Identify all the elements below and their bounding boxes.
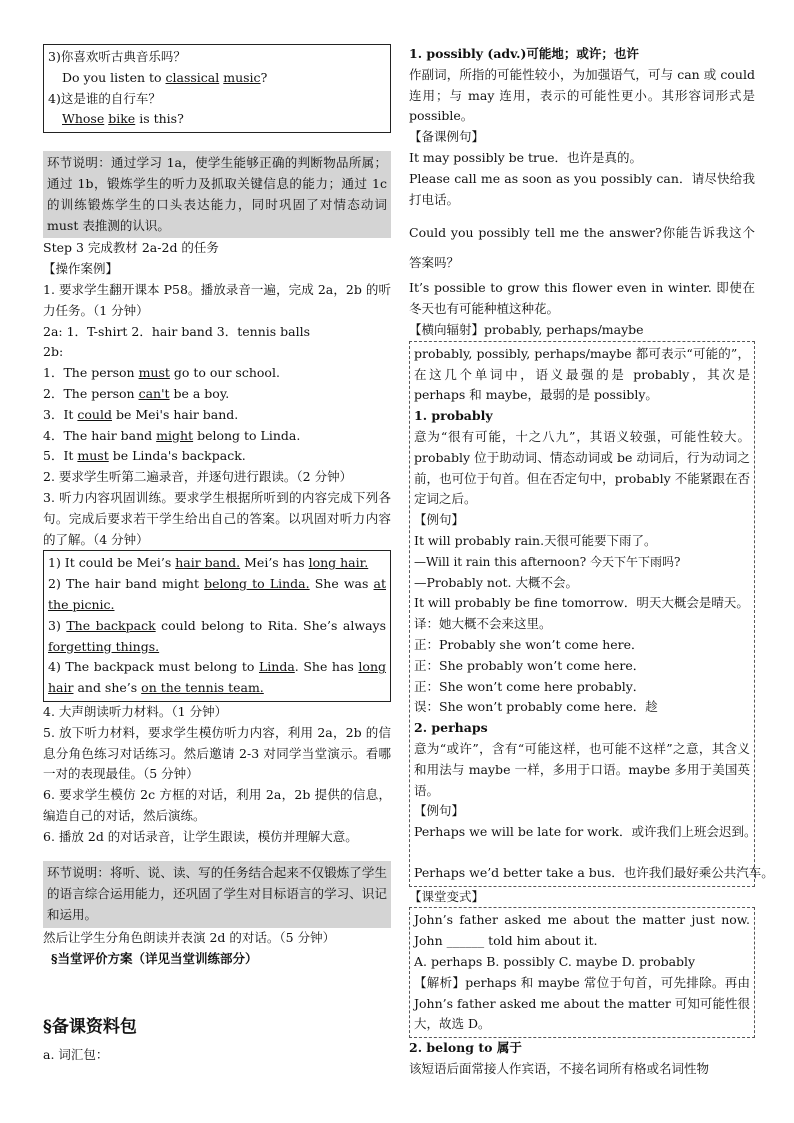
perhaps-explanation: 意为“或许”，含有“可能这样，也可能不这样”之意，其含义和用法与 maybe 一样，多用于口语。maybe 多用于美国英语。 bbox=[414, 740, 750, 798]
example-heading: 【例句】 bbox=[414, 803, 465, 819]
answers-2b-label: 2b: bbox=[43, 344, 64, 360]
listening-sentence-3: 3) The backpack could belong to Rita. She’s always forgetting things. bbox=[48, 617, 386, 654]
example-sentence: Could you possibly tell me the answer?你能告诉我这个答案吗？ bbox=[409, 225, 755, 271]
example-heading: 【备课例句】 bbox=[409, 129, 485, 145]
exercise-question: John’s father asked me about the matter just now. John ______ told him about it. bbox=[414, 912, 750, 949]
example-sentence: Perhaps we will be late for work．或许我们上班会迟到。 bbox=[414, 824, 757, 840]
answer-2b-line: 4．The hair band might belong to Linda. bbox=[43, 427, 301, 443]
answer-blank: ______ bbox=[446, 933, 485, 949]
listening-sentence-2: 2) The hair band might belong to Linda. She was at the picnic. bbox=[48, 576, 387, 612]
instruction-4: 4. 大声朗读听力材料。（1 分钟） bbox=[43, 703, 228, 719]
example-sentence: 译：她大概不会来这里。 bbox=[414, 616, 552, 632]
probably-heading: 1. probably bbox=[414, 408, 493, 424]
question-3-english: Do you listen to classical music? bbox=[62, 69, 268, 85]
role-play-instruction: 然后让学生分角色朗读并表演 2d 的对话。（5 分钟） bbox=[43, 929, 336, 945]
instruction-3: 3. 听力内容巩固训练。要求学生根据所听到的内容完成下列各句。完成后要求若干学生给出自己的答案。以巩固对听力内容的了解。（4 分钟） bbox=[43, 489, 391, 547]
example-sentence: It’s possible to grow this flower even in winter. 即使在冬天也有可能种植这种花。 bbox=[409, 280, 755, 317]
belong-to-explanation: 该短语后面常接人作宾语，不接名词所有格或名词性物 bbox=[409, 1061, 710, 1077]
perhaps-heading: 2. perhaps bbox=[414, 720, 488, 736]
listening-answers-box bbox=[43, 550, 391, 702]
example-sentence: Perhaps we’d better take a bus．也许我们最好乘公共汽车。 bbox=[414, 864, 774, 880]
instruction-2: 2. 要求学生听第二遍录音，并逐句进行跟读。（2 分钟） bbox=[43, 469, 353, 485]
example-sentence: It may possibly be true．也许是真的。 bbox=[409, 149, 642, 165]
probably-explanation: 意为“很有可能，十之八九”，其语义较强，可能性较大。probably 位于助动词、情态动词或 be 动词后，行为动词之前，也可位于句首。但在否定句中，probably 不能紧跟在否定词之后。 bbox=[414, 428, 750, 507]
section-note-1: 环节说明：通过学习 1a，使学生能够正确的判断物品所属；通过 1b，锻炼学生的听力及抓取关键信息的能力；通过 1c 的训练锻炼学生的口头表达能力，同时巩固了对情态动词 must 表推测的认识。 bbox=[43, 151, 391, 238]
instruction-6a: 6. 要求学生模仿 2c 方框的对话，利用 2a，2b 提供的信息，编造自己的对话，然后演练。 bbox=[43, 787, 391, 823]
answer-2b-line: 1．The person must go to our school. bbox=[43, 365, 280, 381]
listening-sentence-1: 1) It could be Mei’s hair band. Mei’s has long hair. bbox=[48, 555, 369, 571]
example-sentence: 正：Probably she won’t come here． bbox=[414, 636, 644, 652]
example-sentence: 误：She won’t probably come here．趁 bbox=[414, 699, 658, 715]
example-sentence: 正：She won’t come here probably． bbox=[414, 678, 646, 694]
question-4: 4)这是谁的自行车？ bbox=[48, 90, 161, 106]
instruction-6b: 6. 播放 2d 的对话录音，让学生跟读，模仿并理解大意。 bbox=[43, 828, 358, 844]
example-sentence: It will probably be fine tomorrow．明天大概会是晴天。 bbox=[414, 595, 749, 611]
comparison-intro: probably, possibly, perhaps/maybe 都可表示“可能的”，在这几个单词中，语义最强的是 probably，其次是 perhaps 和 maybe，最弱的是 possibly。 bbox=[414, 345, 750, 403]
answers-2a: 2a: 1．T-shirt 2．hair band 3．tennis balls bbox=[43, 323, 311, 339]
example-sentence: —Probably not. 大概不会。 bbox=[414, 574, 578, 590]
case-heading: 【操作案例】 bbox=[43, 261, 119, 277]
exercise-options: A. perhaps B. possibly C. maybe D. probably bbox=[414, 954, 696, 970]
question-3: 3)你喜欢听古典音乐吗？ bbox=[48, 49, 186, 64]
answer-2b-line: 5．It must be Linda's backpack. bbox=[43, 448, 246, 464]
right-column bbox=[409, 44, 774, 1080]
evaluation-heading: §当堂评价方案（详见当堂训练部分） bbox=[51, 950, 258, 966]
possibly-explanation: 作副词，所指的可能性较小，为加强语气，可与 can 或 could 连用；与 may 连用，表示的可能性更小。其形容词形式是 possible。 bbox=[409, 66, 755, 124]
exercise-box bbox=[409, 907, 755, 1038]
radiate-heading: 【横向辐射】probably, perhaps/maybe bbox=[409, 321, 644, 337]
vocabulary-heading: a. 词汇包： bbox=[43, 1047, 109, 1063]
translation-box bbox=[43, 44, 391, 133]
belong-to-heading: 2. belong to 属于 bbox=[409, 1040, 522, 1056]
example-sentence: 正：She probably won’t come here． bbox=[414, 657, 646, 673]
question-4-english: Whose bike is this? bbox=[62, 111, 184, 127]
instruction-5: 5. 放下听力材料，要求学生模仿听力内容，利用 2a，2b 的信息分角色练习对话练习。然后邀请 2-3 对同学当堂演示。看哪一对的表现最佳。（5 分钟） bbox=[43, 724, 391, 782]
resource-pack-title: §备课资料包 bbox=[43, 1017, 137, 1038]
listening-sentence-4: 4) The backpack must belong to Linda. She has long hair and she’s on the tennis team. bbox=[48, 659, 386, 696]
left-column bbox=[43, 44, 391, 1066]
class-variant-heading: 【课堂变式】 bbox=[409, 888, 485, 904]
example-heading: 【例句】 bbox=[414, 512, 465, 528]
instruction-1: 1. 要求学生翻开课本 P58。播放录音一遍，完成 2a，2b 的听力任务。（1 分钟） bbox=[43, 281, 391, 318]
example-sentence: —Will it rain this afternoon? 今天下午下雨吗? bbox=[414, 554, 681, 569]
answer-2b-line: 2．The person can't be a boy. bbox=[43, 385, 230, 401]
exercise-analysis: 【解析】perhaps 和 maybe 常位于句首，可先排除。再由 John’s father asked me about the matter 可知可能性很大，故选 D。 bbox=[414, 974, 750, 1032]
step-3-heading: Step 3 完成教材 2a-2d 的任务 bbox=[43, 240, 219, 256]
section-note-2: 环节说明：将听、说、读、写的任务结合起来不仅锻炼了学生的语言综合运用能力，还巩固了学生对目标语言的学习、识记和运用。 bbox=[43, 861, 391, 927]
answer-2b-line: 3．It could be Mei's hair band. bbox=[43, 406, 239, 422]
example-sentence: It will probably rain.天很可能要下雨了。 bbox=[414, 532, 657, 548]
possibly-heading: 1. possibly (adv.)可能地；或许；也许 bbox=[409, 46, 639, 61]
example-sentence: Please call me as soon as you possibly can．请尽快给我打电话。 bbox=[409, 170, 755, 207]
comparison-box bbox=[409, 341, 774, 887]
